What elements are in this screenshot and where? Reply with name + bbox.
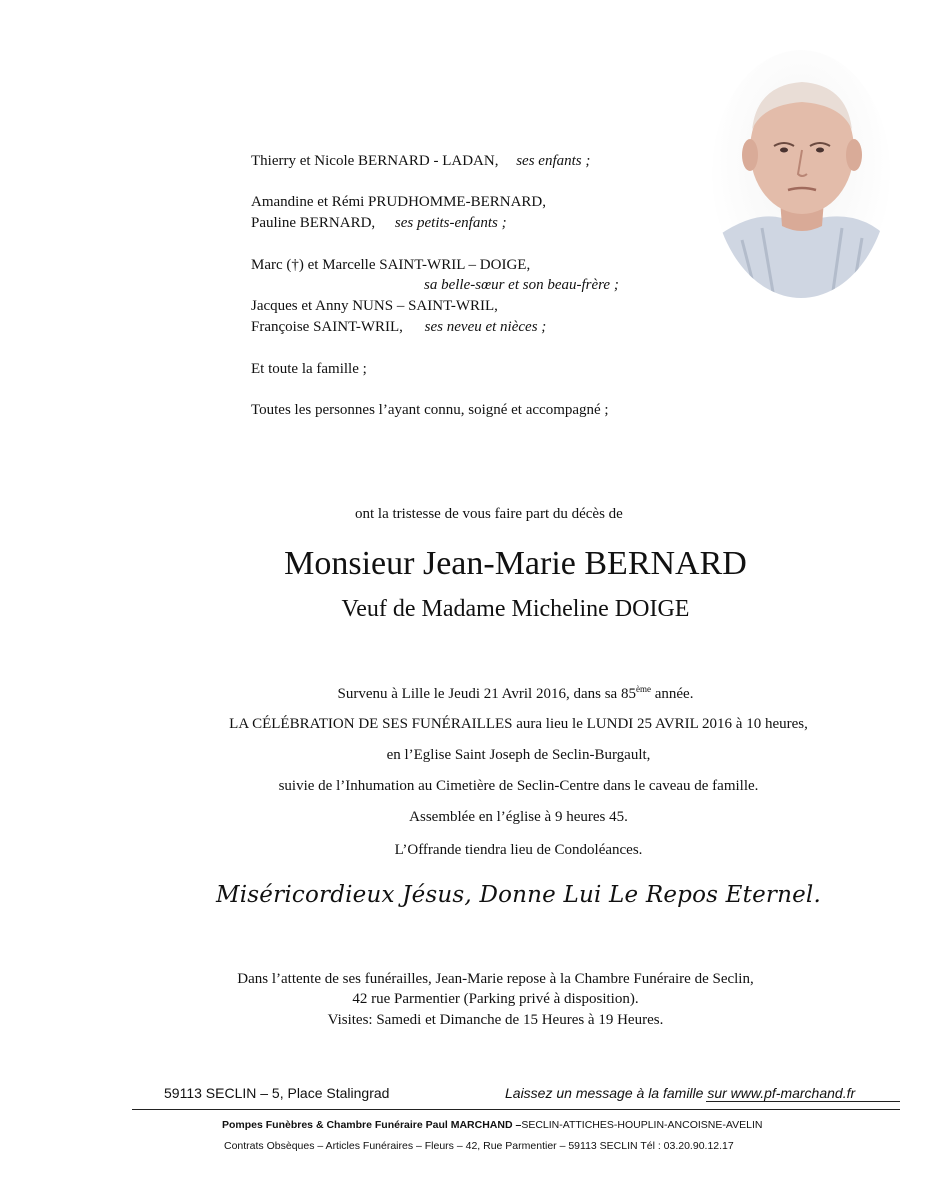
detail-church: en l’Eglise Saint Joseph de Seclin-Burgault, — [386, 747, 651, 763]
visit-line-3: Visites: Samedi et Dimanche de 15 Heures à 19 Heures. — [327, 1012, 664, 1028]
family-role: ses enfants ; — [516, 153, 591, 169]
footer-company — [222, 1119, 762, 1131]
family-role: ses neveu et nièces ; — [424, 319, 547, 335]
family-role: ses petits-enfants ; — [394, 215, 507, 231]
detail-death-text: Survenu à Lille le Jeudi 21 Avril 2016, dans sa 85 — [337, 686, 636, 702]
footer-address: 59113 SECLIN – 5, Place Stalingrad — [164, 1085, 390, 1101]
footer-divider — [132, 1109, 900, 1110]
footer-company-name: Pompes Funèbres & Chambre Funéraire Paul MARCHAND – — [222, 1119, 522, 1131]
detail-death — [42, 684, 947, 703]
visit-line-1: Dans l’attente de ses funérailles, Jean-Marie repose à la Chambre Funéraire de Seclin, — [237, 971, 754, 987]
deceased-name: Monsieur Jean-Marie BERNARD — [284, 545, 747, 582]
footer-link-underline — [706, 1101, 900, 1102]
family-line-everyone: Toutes les personnes l’ayant connu, soigné et accompagné ; — [251, 402, 609, 418]
footer-message: Laissez un message à la famille sur www.pf-marchand.fr — [505, 1085, 856, 1101]
portrait-illustration — [712, 50, 890, 298]
family-line-in-laws: Marc (†) et Marcelle SAINT-WRIL – DOIGE, — [251, 257, 531, 273]
footer-company-locations: SECLIN-ATTICHES-HOUPLIN-ANCOISNE-AVELIN — [521, 1119, 763, 1131]
family-name: Thierry et Nicole BERNARD - LADAN, — [251, 153, 499, 169]
portrait-photo — [712, 50, 890, 298]
family-line-nephews-2 — [251, 319, 546, 336]
detail-ceremony: LA CÉLÉBRATION DE SES FUNÉRAILLES aura lieu le LUNDI 25 AVRIL 2016 à 10 heures, — [229, 716, 808, 732]
announcement-intro: ont la tristesse de vous faire part du décès de — [355, 506, 623, 522]
prayer-line: Miséricordieux Jésus, Donne Lui Le Repos Eternel. — [216, 882, 821, 908]
family-name: Pauline BERNARD, — [251, 215, 376, 231]
detail-death-sup: ème — [635, 684, 651, 694]
detail-assembly: Assemblée en l’église à 9 heures 45. — [409, 809, 628, 825]
footer-services: Contrats Obsèques – Articles Funéraires – Fleurs – 42, Rue Parmentier – 59113 SECLIN Tél : 03.20.90.12.17 — [224, 1140, 734, 1152]
family-line-grandchild-2 — [251, 215, 507, 232]
visit-line-2: 42 rue Parmentier (Parking privé à disposition). — [352, 991, 639, 1007]
deceased-subtitle: Veuf de Madame Micheline DOIGE — [341, 596, 690, 622]
family-line-children — [251, 153, 590, 170]
family-name: Françoise SAINT-WRIL, — [251, 319, 403, 335]
detail-offering: L’Offrande tiendra lieu de Condoléances. — [394, 842, 643, 858]
detail-death-end: année. — [650, 686, 694, 702]
family-line-nephews-1: Jacques et Anny NUNS – SAINT-WRIL, — [251, 298, 498, 314]
family-role-in-laws: sa belle-sœur et son beau-frère ; — [424, 277, 619, 293]
family-line-all: Et toute la famille ; — [251, 361, 367, 377]
detail-burial: suivie de l’Inhumation au Cimetière de Seclin-Centre dans le caveau de famille. — [278, 778, 759, 794]
family-line-grandchild-1: Amandine et Rémi PRUDHOMME-BERNARD, — [251, 194, 546, 210]
